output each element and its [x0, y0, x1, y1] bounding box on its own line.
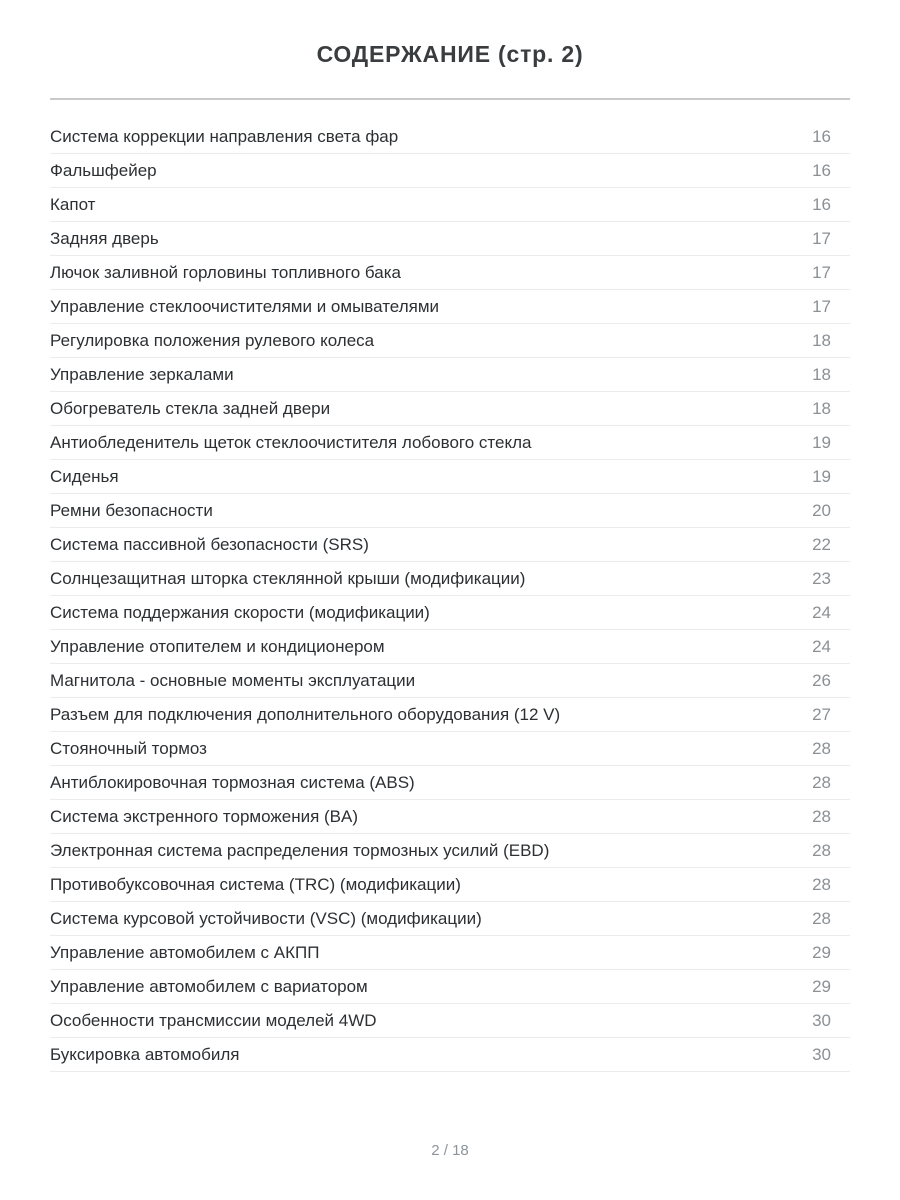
toc-entry[interactable] [50, 800, 850, 834]
toc-entry-label: Система пассивной безопасности (SRS) [50, 534, 369, 554]
toc-entry[interactable] [50, 834, 850, 868]
toc-entry-page: 19 [812, 432, 831, 452]
toc-entry-page: 29 [812, 942, 831, 962]
toc-entry-label: Регулировка положения рулевого колеса [50, 330, 375, 350]
toc-entry-page: 18 [812, 398, 831, 418]
toc-entry-label: Обогреватель стекла задней двери [50, 398, 331, 418]
toc-entry[interactable] [50, 936, 850, 970]
toc-entry-label: Магнитола - основные моменты эксплуатации [50, 670, 416, 690]
toc-entry-label: Противобуксовочная система (TRC) (модификации) [50, 874, 461, 894]
toc-list [50, 120, 850, 1072]
toc-entry[interactable] [50, 256, 850, 290]
toc-entry-page: 27 [812, 704, 831, 724]
toc-entry-page: 22 [812, 534, 831, 554]
toc-entry-label: Управление стеклоочистителями и омывателями [50, 296, 439, 316]
toc-entry-page: 24 [812, 636, 831, 656]
toc-entry[interactable] [50, 222, 850, 256]
toc-entry-label: Лючок заливной горловины топливного бака [50, 262, 401, 282]
toc-entry-page: 16 [812, 160, 831, 180]
toc-entry-page: 19 [812, 466, 831, 486]
toc-entry-page: 18 [812, 330, 831, 350]
toc-entry-label: Буксировка автомобиля [50, 1044, 240, 1064]
toc-entry[interactable] [50, 902, 850, 936]
toc-entry-label: Солнцезащитная шторка стеклянной крыши (модификации) [50, 568, 526, 588]
toc-entry-page: 28 [812, 772, 831, 792]
toc-entry-page: 24 [812, 602, 831, 622]
toc-entry-page: 18 [812, 364, 831, 384]
toc-entry-label: Антиобледенитель щеток стеклоочистителя лобового стекла [50, 432, 532, 452]
toc-entry-label: Стояночный тормоз [50, 738, 207, 758]
toc-entry[interactable] [50, 426, 850, 460]
toc-entry[interactable] [50, 528, 850, 562]
toc-entry[interactable] [50, 1038, 850, 1072]
toc-entry[interactable] [50, 188, 850, 222]
toc-entry[interactable] [50, 494, 850, 528]
toc-entry-label: Антиблокировочная тормозная система (ABS) [50, 772, 415, 792]
toc-entry-label: Система курсовой устойчивости (VSC) (модификации) [50, 908, 482, 928]
toc-entry[interactable] [50, 732, 850, 766]
toc-entry[interactable] [50, 1004, 850, 1038]
toc-entry[interactable] [50, 970, 850, 1004]
toc-entry-page: 28 [812, 738, 831, 758]
toc-entry-label: Капот [50, 194, 96, 214]
toc-entry-label: Управление зеркалами [50, 364, 234, 384]
toc-entry-label: Фальшфейер [50, 160, 157, 180]
toc-entry-page: 30 [812, 1010, 831, 1030]
toc-entry-page: 20 [812, 500, 831, 520]
toc-entry[interactable] [50, 766, 850, 800]
toc-entry-label: Управление автомобилем с вариатором [50, 976, 368, 996]
toc-entry-page: 17 [812, 262, 831, 282]
toc-entry[interactable] [50, 596, 850, 630]
toc-entry[interactable] [50, 120, 850, 154]
toc-entry-page: 16 [812, 194, 831, 214]
toc-entry-label: Ремни безопасности [50, 500, 213, 520]
toc-entry[interactable] [50, 562, 850, 596]
toc-entry-page: 30 [812, 1044, 831, 1064]
toc-entry-label: Сиденья [50, 466, 119, 486]
toc-entry-label: Задняя дверь [50, 228, 159, 248]
toc-entry-label: Управление отопителем и кондиционером [50, 636, 385, 656]
toc-entry-page: 16 [812, 126, 831, 146]
toc-entry-page: 28 [812, 874, 831, 894]
toc-entry[interactable] [50, 868, 850, 902]
toc-entry-page: 28 [812, 840, 831, 860]
toc-entry[interactable] [50, 630, 850, 664]
toc-entry-page: 26 [812, 670, 831, 690]
page-title: СОДЕРЖАНИЕ (стр. 2) [316, 41, 584, 67]
page-indicator: 2 / 18 [431, 1142, 469, 1159]
toc-entry[interactable] [50, 392, 850, 426]
toc-entry[interactable] [50, 290, 850, 324]
toc-entry[interactable] [50, 324, 850, 358]
toc-entry[interactable] [50, 664, 850, 698]
toc-entry[interactable] [50, 154, 850, 188]
toc-entry-label: Разъем для подключения дополнительного оборудования (12 V) [50, 704, 561, 724]
toc-entry-page: 28 [812, 806, 831, 826]
toc-entry-page: 17 [812, 228, 831, 248]
toc-entry-page: 17 [812, 296, 831, 316]
title-divider [50, 98, 850, 100]
toc-entry-label: Управление автомобилем с АКПП [50, 942, 320, 962]
toc-entry-label: Система поддержания скорости (модификации) [50, 602, 430, 622]
toc-entry[interactable] [50, 698, 850, 732]
toc-entry[interactable] [50, 358, 850, 392]
toc-entry-page: 29 [812, 976, 831, 996]
toc-entry-page: 23 [812, 568, 831, 588]
toc-entry-label: Система экстренного торможения (BA) [50, 806, 359, 826]
toc-entry-label: Электронная система распределения тормозных усилий (EBD) [50, 840, 550, 860]
toc-entry-label: Система коррекции направления света фар [50, 126, 399, 146]
toc-entry-label: Особенности трансмиссии моделей 4WD [50, 1010, 377, 1030]
toc-entry[interactable] [50, 460, 850, 494]
toc-entry-page: 28 [812, 908, 831, 928]
